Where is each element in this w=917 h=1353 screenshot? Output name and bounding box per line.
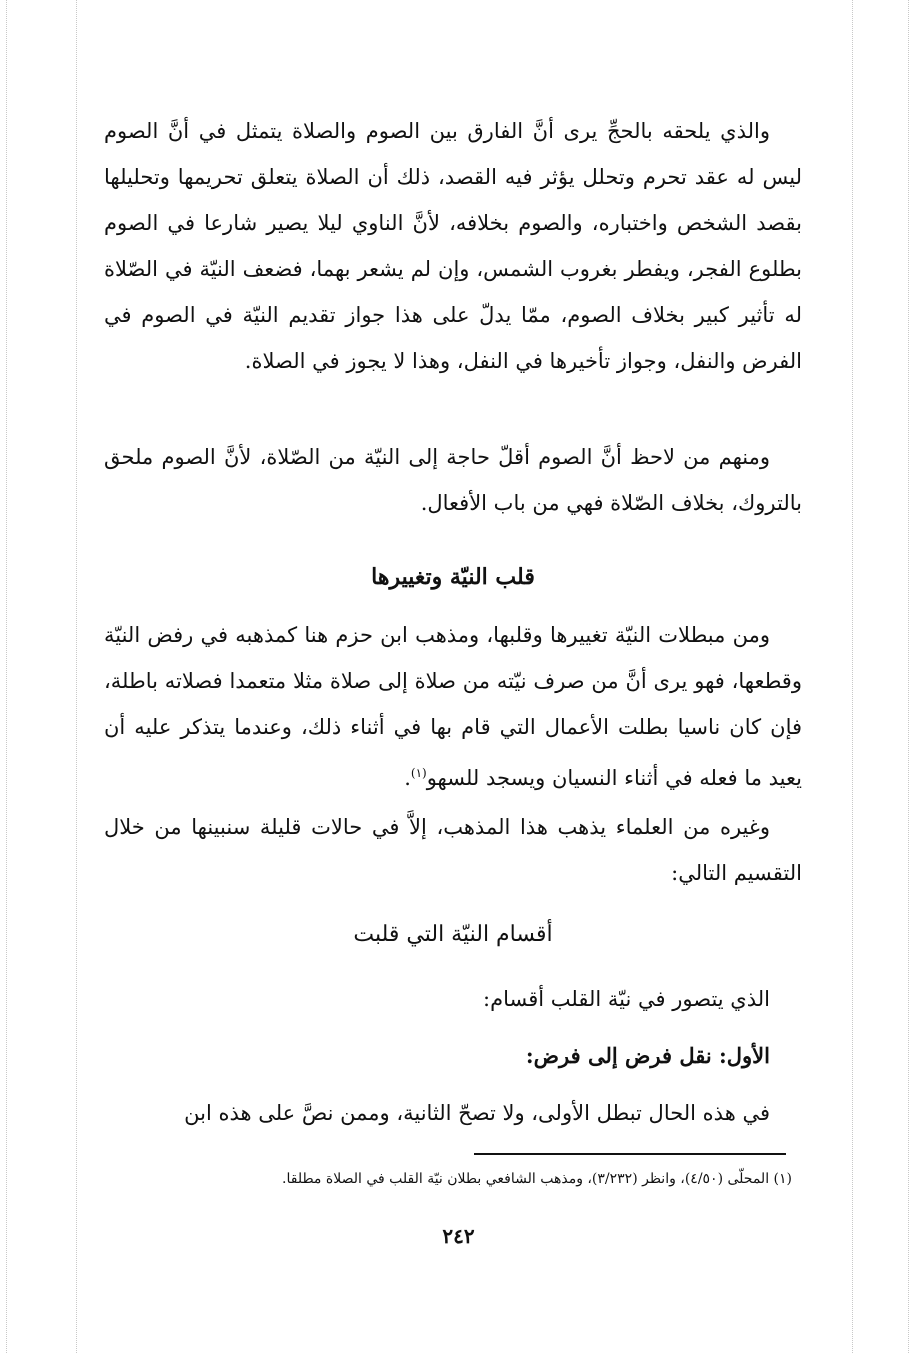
scan-margin-line xyxy=(76,0,77,1353)
scan-margin-line xyxy=(908,0,909,1353)
footnote: (١) المحلّى (٤/٥٠)، وانظر (٣/٢٣٢)، ومذهب الشافعي بطلان نيّة القلب في الصلاة مطلقا. xyxy=(282,1171,792,1187)
paragraph-5-text: الذي يتصور في نيّة القلب أقسام: xyxy=(483,987,770,1011)
scan-margin-line xyxy=(6,0,7,1353)
subsection-first-title: : نقل فرض إلى فرض: xyxy=(525,1043,727,1068)
paragraph-5 xyxy=(104,976,802,1022)
section-heading-change-intention: قلب النيّة وتغييرها xyxy=(371,564,535,590)
page-number: ٢٤٢ xyxy=(442,1224,475,1248)
paragraph-2 xyxy=(104,434,802,526)
footnote-reference: (١) xyxy=(410,766,427,780)
section-heading-intention-types: أقسام النيّة التي قلبت xyxy=(353,922,553,947)
paragraph-1 xyxy=(104,108,802,384)
subsection-first xyxy=(104,1036,802,1076)
paragraph-3 xyxy=(104,612,802,801)
paragraph-4 xyxy=(104,804,802,896)
paragraph-3-text: ومن مبطلات النيّة تغييرها وقلبها، ومذهب ابن حزم هنا كمذهبه في رفض النيّة وقطعها، فهو يرى أنَّ من صرف نيّته من صلاة إلى صلاة مثلا متعمدا فصلاته باطلة، فإن كان ناسيا بطلت الأعمال التي قام بها في أثناء ذلك، وعندما يتذكر عليه أن يعيد ما فعله في أثناء النسيان ويسجد للسهو xyxy=(104,623,802,790)
scan-margin-line xyxy=(852,0,853,1353)
footnote-separator xyxy=(474,1153,786,1155)
paragraph-2-text: ومنهم من لاحظ أنَّ الصوم أقلّ حاجة إلى النيّة من الصّلاة، لأنَّ الصوم ملحق بالتروك، بخلاف الصّلاة فهي من باب الأفعال. xyxy=(104,445,802,515)
paragraph-4-text: وغيره من العلماء يذهب هذا المذهب، إلاَّ في حالات قليلة سنبينها من خلال التقسيم التالي: xyxy=(104,815,802,885)
paragraph-6-text: في هذه الحال تبطل الأولى، ولا تصحّ الثانية، وممن نصَّ على هذه ابن xyxy=(184,1101,770,1125)
paragraph-6 xyxy=(104,1090,802,1136)
subsection-first-label: الأول xyxy=(726,1043,770,1068)
paragraph-1-text: والذي يلحقه بالحجِّ يرى أنَّ الفارق بين الصوم والصلاة يتمثل في أنَّ الصوم ليس له عقد تحرم وتحلل يؤثر فيه القصد، ذلك أن الصلاة يتعلق تحريمها وتحليلها بقصد الشخص واختباره، والصوم بخلافه، لأنَّ الناوي ليلا يصير شارعا في الصوم بطلوع الفجر، ويفطر بغروب الشمس، وإن لم يشعر بهما، فضعف النيّة في الصّلاة له تأثير كبير بخلاف الصوم، ممّا يدلّ على هذا جواز تقديم النيّة في الصوم في الفرض والنفل، وجواز تأخيرها في النفل، وهذا لا يجوز في الصلاة. xyxy=(104,119,802,373)
paragraph-3-end: . xyxy=(404,766,411,790)
